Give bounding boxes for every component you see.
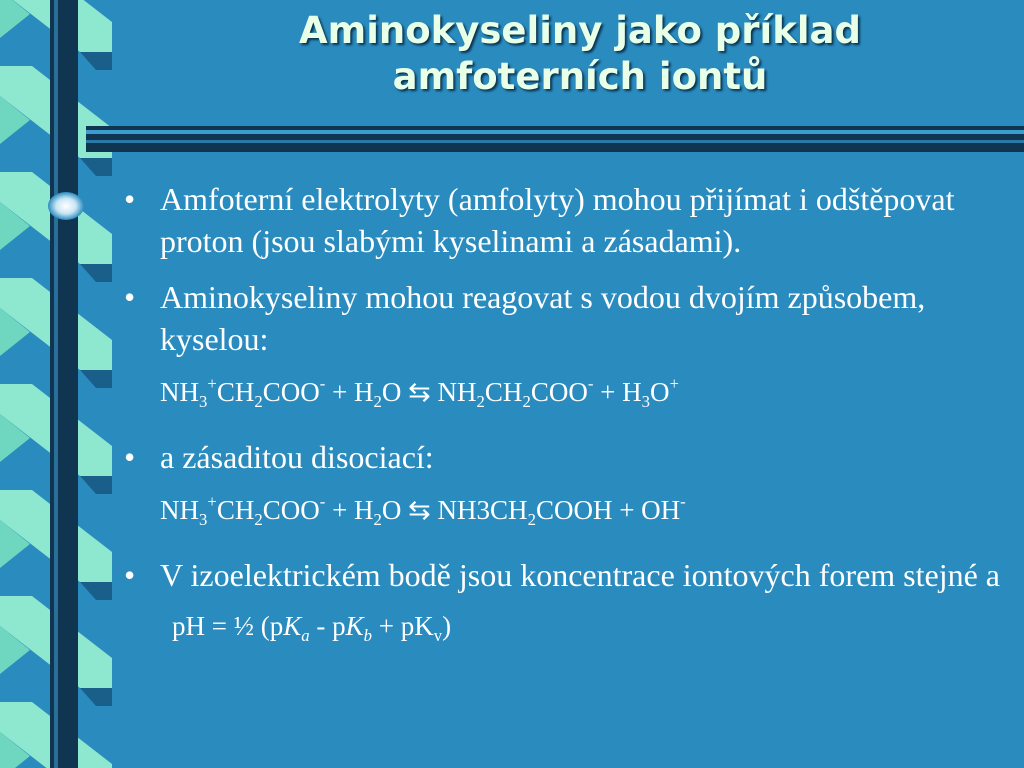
formula-text: O xyxy=(381,377,409,407)
formula-text: - p xyxy=(309,611,346,641)
bullet-dot: • xyxy=(124,279,136,315)
formula-superscript: + xyxy=(207,374,217,393)
formula-text: NH xyxy=(430,377,477,407)
formula-text: CH xyxy=(484,377,523,407)
bullet-dot: • xyxy=(124,557,136,593)
formula-superscript: - xyxy=(319,492,326,511)
formula-superscript: - xyxy=(680,492,686,511)
formula-text: + pK xyxy=(372,611,434,641)
formula-text: NH xyxy=(160,377,199,407)
formula-subscript: 2 xyxy=(522,392,531,411)
title-line-1: Aminokyseliny jako příklad xyxy=(299,9,861,52)
ribbon-fold xyxy=(80,52,112,70)
bullet-text: a zásaditou disociací: xyxy=(160,439,434,475)
bullet-amfoterni-elektrolyty xyxy=(120,178,1010,262)
formula-subscript: 2 xyxy=(527,510,536,529)
title-divider xyxy=(86,126,1024,152)
formula-superscript: + xyxy=(207,492,217,511)
bullet-dot: • xyxy=(124,439,136,475)
formula-acidic xyxy=(120,366,1010,420)
formula-text: O xyxy=(650,377,670,407)
formula-subscript: 2 xyxy=(254,510,263,529)
formula-text: CH xyxy=(216,377,255,407)
formula-text: O xyxy=(381,495,409,525)
ribbon-fold xyxy=(80,688,112,706)
decorative-ribbon xyxy=(0,0,120,768)
ribbon-spine-highlight xyxy=(54,0,58,768)
formula-subscript: v xyxy=(433,626,443,645)
formula-subscript: b xyxy=(363,626,372,645)
formula-subscript: 3 xyxy=(641,392,651,411)
formula-text: COO xyxy=(530,377,588,407)
formula-superscript: - xyxy=(319,374,326,393)
formula-ph xyxy=(120,608,1010,654)
formula-text: ) xyxy=(442,611,452,641)
ribbon-fold xyxy=(80,582,112,600)
formula-superscript: - xyxy=(587,374,594,393)
formula-text: COO xyxy=(262,377,320,407)
formula-subscript: 2 xyxy=(373,510,382,529)
formula-text: COO xyxy=(262,495,320,525)
bullet-aminokyseliny-reakce xyxy=(120,276,1010,360)
bullet-dot: • xyxy=(124,181,136,217)
formula-superscript: + xyxy=(669,374,679,393)
ribbon-bead xyxy=(48,192,84,220)
formula-italic: K xyxy=(345,611,364,641)
formula-subscript: a xyxy=(301,626,310,645)
slide-title xyxy=(150,8,1010,100)
formula-italic: K xyxy=(283,611,302,641)
equilibrium-arrow-icon: ⇆ xyxy=(408,495,431,525)
equilibrium-arrow-icon: ⇆ xyxy=(408,377,431,407)
ribbon-fold xyxy=(80,370,112,388)
formula-subscript: 2 xyxy=(254,392,263,411)
formula-subscript: 3 xyxy=(199,510,208,529)
bullet-text: Aminokyseliny mohou reagovat s vodou dvojím způsobem, kyselou: xyxy=(160,279,926,357)
bullet-text: Amfoterní elektrolyty (amfolyty) mohou přijímat i odštěpovat proton (jsou slabými kyselinami a zásadami). xyxy=(160,181,955,259)
formula-text: pH = ½ (p xyxy=(172,611,284,641)
formula-subscript: 2 xyxy=(476,392,485,411)
title-line-2: amfoterních iontů xyxy=(392,55,768,98)
formula-text: + H xyxy=(325,495,374,525)
ribbon-fold xyxy=(80,158,112,176)
bullet-text: V izoelektrickém bodě jsou koncentrace iontových forem stejné a xyxy=(160,557,1000,593)
formula-subscript: 3 xyxy=(199,392,208,411)
formula-subscript: 2 xyxy=(373,392,382,411)
formula-basic xyxy=(120,484,1010,538)
ribbon-fold xyxy=(80,476,112,494)
slide-body xyxy=(120,178,1010,670)
ribbon-fold xyxy=(80,264,112,282)
bullet-zasadita-disociace xyxy=(120,436,1010,478)
bullet-izoelektricky-bod xyxy=(120,554,1010,596)
formula-text: NH xyxy=(160,495,199,525)
formula-text: CH xyxy=(216,495,255,525)
formula-text: + H xyxy=(593,377,642,407)
formula-text: + H xyxy=(325,377,374,407)
formula-text: COOH + OH xyxy=(535,495,681,525)
formula-text: NH3CH xyxy=(430,495,528,525)
